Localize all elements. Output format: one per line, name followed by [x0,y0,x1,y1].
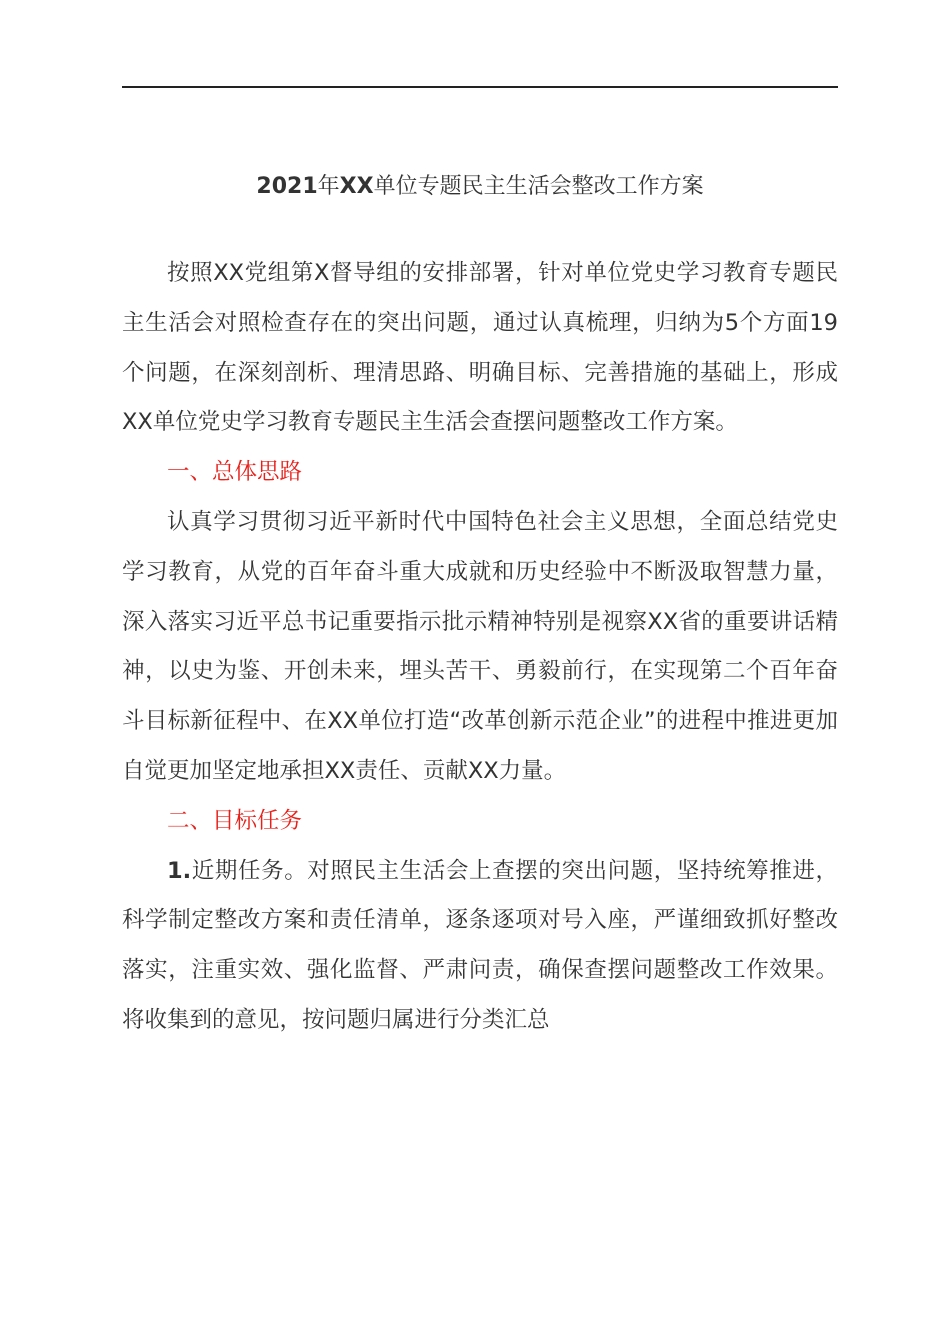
item-body: 近期任务。对照民主生活会上查摆的突出问题，坚持统筹推进，科学制定整改方案和责任清单，逐条逐项对号入座，严谨细致抓好整改落实，注重实效、强化监督、严肃问责，确保查摆问题整改工作效果。将收集到的意见，按问题归属进行分类汇总 [122,857,838,1033]
header-rule [122,86,838,88]
section-heading-goals: 二、目标任务 [167,807,303,834]
item-number: 1. [167,857,192,884]
title-year-suffix: 年 [317,174,340,199]
title-rest: 单位专题民主生活会整改工作方案 [373,174,704,199]
title-year: 2021 [256,174,318,199]
title-xx: XX [339,174,374,199]
section-heading-overall: 一、总体思路 [167,459,303,486]
goals-item-paragraph [122,847,838,1046]
section-overall-paragraph: 认真学习贯彻习近平新时代中国特色社会主义思想，全面总结党史学习教育，从党的百年奋斗重大成就和历史经验中不断汲取智慧力量，深入落实习近平总书记重要指示批示精神特别是视察XX省的重要讲话精神，以史为鉴、开创未来，埋头苦干、勇毅前行，在实现第二个百年奋斗目标新征程中、在XX单位打造“改革创新示范企业”的进程中推进更加自觉更加坚定地承担XX责任、贡献XX力量。 [122,508,838,784]
document-title [122,170,838,204]
document-body [122,249,838,1046]
intro-paragraph: 按照XX党组第X督导组的安排部署，针对单位党史学习教育专题民主生活会对照检查存在的突出问题，通过认真梳理，归纳为5个方面19个问题，在深刻剖析、理清思路、明确目标、完善措施的基础上，形成XX单位党史学习教育专题民主生活会查摆问题整改工作方案。 [122,260,838,436]
